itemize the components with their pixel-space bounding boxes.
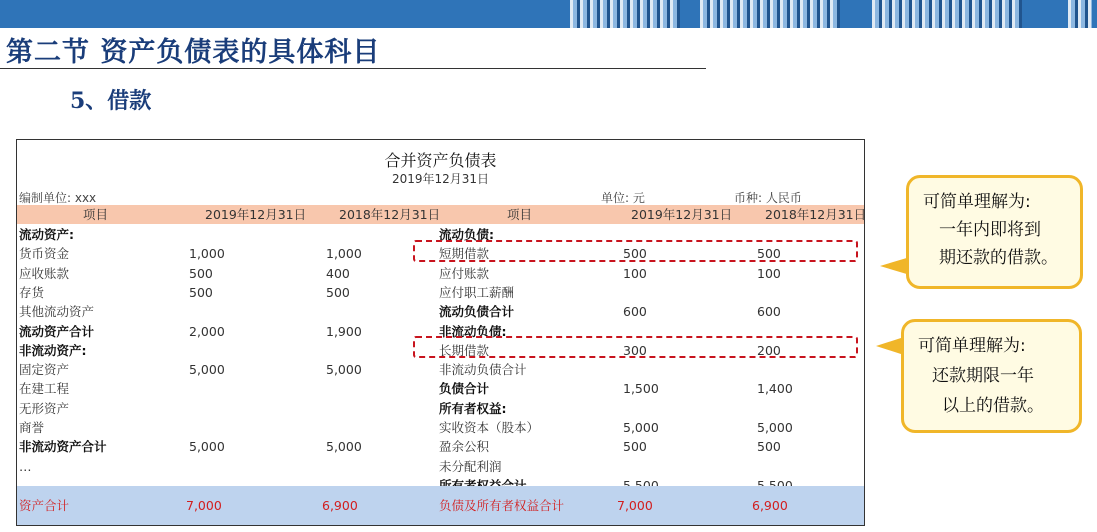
liability-row-label: 流动负债: bbox=[439, 227, 494, 242]
liability-row-label: 长期借款 bbox=[439, 342, 490, 358]
sheet-currency: 币种: 人民币 bbox=[734, 191, 802, 205]
liability-row-v2018: 5,000 bbox=[757, 420, 793, 435]
banner-decoration bbox=[872, 0, 1022, 28]
sheet-unit: 单位: 元 bbox=[601, 191, 645, 205]
banner-decoration bbox=[700, 0, 840, 28]
asset-row-v2018: 5,000 bbox=[326, 439, 362, 455]
section-subtitle: 5、借款 bbox=[70, 88, 152, 114]
asset-row-label: 固定资产 bbox=[19, 362, 70, 378]
asset-row-label: 存货 bbox=[19, 284, 45, 300]
total-liabilities-equity-2018: 6,900 bbox=[752, 498, 788, 513]
liability-row-label: 应付账款 bbox=[439, 265, 490, 281]
asset-row-label: 其他流动资产 bbox=[19, 304, 95, 320]
liability-row-label: 非流动负债: bbox=[439, 323, 507, 339]
liability-row-v2019: 600 bbox=[623, 304, 647, 320]
callout-line: 还款期限一年 bbox=[932, 366, 1034, 386]
asset-row-label: 非流动资产: bbox=[19, 342, 87, 358]
total-assets-2019: 7,000 bbox=[186, 498, 222, 513]
asset-row-v2019: 500 bbox=[189, 284, 213, 300]
short-term-loan-highlight bbox=[413, 240, 858, 262]
liability-row-v2018: 100 bbox=[757, 265, 781, 281]
callout-pointer bbox=[876, 337, 904, 355]
liability-row-label: 短期借款 bbox=[439, 246, 490, 262]
total-assets-label: 资产合计 bbox=[19, 498, 70, 513]
asset-row-v2018: 1,000 bbox=[326, 246, 362, 262]
short-term-loan-callout bbox=[906, 175, 1083, 289]
asset-row-label: 非流动资产合计 bbox=[19, 439, 107, 455]
page-title: 第二节 资产负债表的具体科目 bbox=[6, 37, 381, 68]
total-assets-2018: 6,900 bbox=[322, 498, 358, 513]
liability-row-v2019: 5,000 bbox=[623, 420, 659, 435]
asset-row-v2018: 400 bbox=[326, 265, 350, 281]
liability-row-label: 实收资本（股本） bbox=[439, 420, 540, 435]
column-header: 项目 bbox=[507, 207, 533, 222]
liability-row-v2019: 500 bbox=[623, 246, 647, 262]
long-term-loan-callout bbox=[901, 319, 1082, 433]
asset-row-v2019: 500 bbox=[189, 265, 213, 281]
banner-decoration bbox=[1068, 0, 1092, 28]
liability-row-label: 非流动负债合计 bbox=[439, 362, 527, 378]
liability-row-label: 负债合计 bbox=[439, 381, 490, 397]
asset-row-v2018: 1,900 bbox=[326, 323, 362, 339]
liability-row-v2018: 600 bbox=[757, 304, 781, 320]
banner-decoration bbox=[570, 0, 680, 28]
sheet-date: 2019年12月31日 bbox=[391, 172, 490, 186]
column-header: 2018年12月31日 bbox=[765, 207, 867, 222]
liability-row-v2018: 200 bbox=[757, 342, 781, 358]
title-divider bbox=[0, 68, 706, 69]
callout-line: 可简单理解为: bbox=[923, 192, 1031, 212]
column-header: 2018年12月31日 bbox=[339, 207, 441, 222]
asset-row-label: … bbox=[19, 458, 32, 474]
asset-row-label: 应收账款 bbox=[19, 265, 70, 281]
liability-row-v2019: 300 bbox=[623, 342, 647, 358]
liability-row-v2019: 100 bbox=[623, 265, 647, 281]
column-header: 2019年12月31日 bbox=[205, 207, 307, 222]
liability-row-label: 流动负债合计 bbox=[439, 304, 515, 320]
asset-row-v2019: 5,000 bbox=[189, 362, 225, 378]
total-liabilities-equity-label: 负债及所有者权益合计 bbox=[439, 498, 565, 513]
long-term-loan-highlight bbox=[413, 336, 858, 358]
sheet-title: 合并资产负债表 bbox=[384, 151, 497, 170]
liability-row-v2019: 500 bbox=[623, 439, 647, 455]
table-header-row bbox=[17, 205, 867, 224]
asset-row-v2019: 2,000 bbox=[189, 323, 225, 339]
asset-row-label: 流动资产合计 bbox=[19, 323, 95, 339]
column-header: 2019年12月31日 bbox=[631, 207, 733, 222]
sheet-org: 编制单位: xxx bbox=[19, 191, 97, 205]
liability-row-label: 所有者权益: bbox=[439, 400, 507, 416]
callout-line: 一年内即将到 bbox=[939, 220, 1041, 240]
asset-row-v2019: 5,000 bbox=[189, 439, 225, 455]
asset-row-label: 在建工程 bbox=[19, 381, 70, 397]
callout-line: 可简单理解为: bbox=[918, 336, 1026, 356]
callout-line: 期还款的借款。 bbox=[939, 248, 1058, 268]
liability-row-v2018: 500 bbox=[757, 246, 781, 262]
liability-row-v2019: 1,500 bbox=[623, 381, 659, 397]
liability-row-label: 未分配利润 bbox=[439, 458, 502, 474]
asset-row-label: 无形资产 bbox=[19, 400, 70, 416]
column-header: 项目 bbox=[83, 207, 109, 222]
asset-row-v2018: 5,000 bbox=[326, 362, 362, 378]
asset-row-label: 商誉 bbox=[19, 420, 45, 435]
liability-row-label: 应付职工薪酬 bbox=[439, 284, 515, 300]
total-liabilities-equity-2019: 7,000 bbox=[617, 498, 653, 513]
balance-sheet bbox=[16, 139, 865, 526]
liability-row-v2018: 500 bbox=[757, 439, 781, 455]
asset-row-v2018: 500 bbox=[326, 284, 350, 300]
asset-row-label: 流动资产: bbox=[19, 227, 74, 242]
asset-row-label: 货币资金 bbox=[19, 246, 70, 262]
callout-line: 以上的借款。 bbox=[942, 396, 1044, 416]
liability-row-label: 盈余公积 bbox=[439, 439, 490, 455]
liability-row-v2018: 1,400 bbox=[757, 381, 793, 397]
asset-row-v2019: 1,000 bbox=[189, 246, 225, 262]
